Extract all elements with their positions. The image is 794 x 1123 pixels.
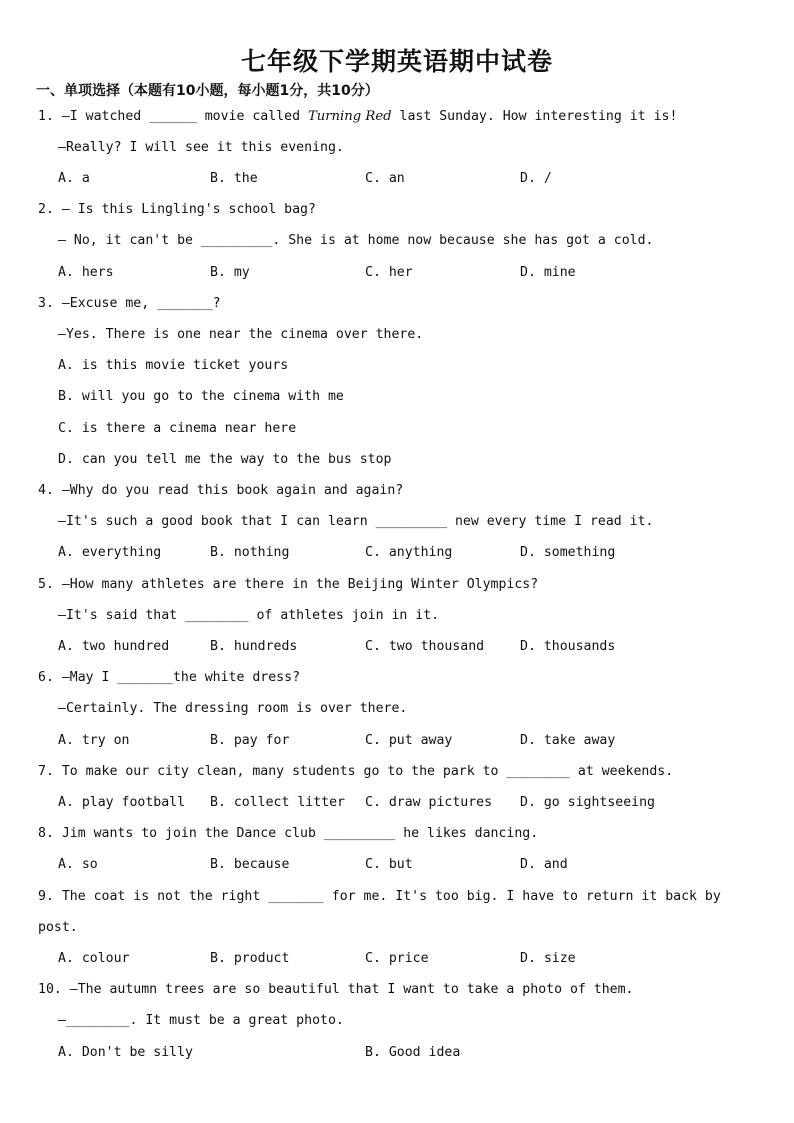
question-1-option-b[interactable]: B. the (210, 171, 258, 186)
question-1-option-d[interactable]: D. / (520, 171, 552, 186)
question-7-option-a[interactable]: A. play football (58, 795, 186, 810)
question-5-option-d[interactable]: D. thousands (520, 639, 616, 654)
question-6-option-d[interactable]: D. take away (520, 733, 616, 748)
question-1-stem-part1: 1. —I watched ______ movie called (38, 109, 308, 124)
question-6-option-c[interactable]: C. put away (365, 733, 453, 748)
section-heading: 一、单项选择（本题有10小题，每小题1分，共10分） (36, 83, 379, 99)
question-3-option-c[interactable]: C. is there a cinema near here (58, 421, 297, 436)
question-7-option-b[interactable]: B. collect litter (210, 795, 345, 810)
question-6-reply: —Certainly. The dressing room is over there. (58, 701, 408, 716)
question-4-option-c[interactable]: C. anything (365, 545, 453, 560)
question-3-reply: —Yes. There is one near the cinema over there. (58, 327, 424, 342)
question-8-option-a[interactable]: A. so (58, 857, 98, 872)
question-4-option-b[interactable]: B. nothing (210, 545, 290, 560)
question-1-stem-part2: last Sunday. How interesting it is! (391, 109, 678, 124)
question-1-stem (38, 108, 677, 126)
question-10-option-a[interactable]: A. Don't be silly (58, 1045, 193, 1060)
question-3-option-b[interactable]: B. will you go to the cinema with me (58, 389, 344, 404)
question-7-option-d[interactable]: D. go sightseeing (520, 795, 655, 810)
question-3-option-d[interactable]: D. can you tell me the way to the bus stop (58, 452, 392, 467)
question-4-option-d[interactable]: D. something (520, 545, 616, 560)
question-6-option-b[interactable]: B. pay for (210, 733, 290, 748)
question-10-reply: —________. It must be a great photo. (58, 1013, 344, 1028)
question-5-option-b[interactable]: B. hundreds (210, 639, 298, 654)
question-8-option-c[interactable]: C. but (365, 857, 413, 872)
question-5-option-c[interactable]: C. two thousand (365, 639, 485, 654)
question-5-reply: —It's said that ________ of athletes join in it. (58, 608, 440, 623)
question-2-reply: — No, it can't be _________. She is at home now because she has got a cold. (58, 233, 654, 248)
question-2-option-a[interactable]: A. hers (58, 265, 114, 280)
question-6-stem: 6. —May I _______the white dress? (38, 670, 301, 685)
question-10-option-b[interactable]: B. Good idea (365, 1045, 461, 1060)
question-7-option-c[interactable]: C. draw pictures (365, 795, 493, 810)
question-9-option-d[interactable]: D. size (520, 951, 576, 966)
page-title: 七年级下学期英语期中试卷 (240, 47, 553, 76)
question-5-stem: 5. —How many athletes are there in the Beijing Winter Olympics? (38, 577, 539, 592)
question-1-movie-title: Turning Red (307, 109, 392, 124)
question-4-reply: —It's such a good book that I can learn _________ new every time I read it. (58, 514, 654, 529)
question-2-option-c[interactable]: C. her (365, 265, 413, 280)
question-1-option-a[interactable]: A. a (58, 171, 90, 186)
question-10-stem: 10. —The autumn trees are so beautiful that I want to take a photo of them. (38, 982, 634, 997)
question-2-stem: 2. — Is this Lingling's school bag? (38, 202, 316, 217)
question-9-option-b[interactable]: B. product (210, 951, 290, 966)
question-4-stem: 4. —Why do you read this book again and again? (38, 483, 404, 498)
question-8-stem: 8. Jim wants to join the Dance club _________ he likes dancing. (38, 826, 539, 841)
question-9-stem-continued: post. (38, 920, 78, 935)
question-9-option-a[interactable]: A. colour (58, 951, 130, 966)
question-1-reply: —Really? I will see it this evening. (58, 140, 344, 155)
question-9-option-c[interactable]: C. price (365, 951, 429, 966)
question-4-option-a[interactable]: A. everything (58, 545, 162, 560)
question-5-option-a[interactable]: A. two hundred (58, 639, 170, 654)
question-1-option-c[interactable]: C. an (365, 171, 405, 186)
question-2-option-b[interactable]: B. my (210, 265, 250, 280)
question-7-stem: 7. To make our city clean, many students go to the park to ________ at weekends. (38, 764, 674, 779)
question-8-option-d[interactable]: D. and (520, 857, 568, 872)
question-6-option-a[interactable]: A. try on (58, 733, 130, 748)
question-3-stem: 3. —Excuse me, _______? (38, 296, 221, 311)
question-9-stem: 9. The coat is not the right _______ for me. It's too big. I have to return it back by (38, 889, 721, 904)
question-3-option-a[interactable]: A. is this movie ticket yours (58, 358, 289, 373)
question-8-option-b[interactable]: B. because (210, 857, 290, 872)
question-2-option-d[interactable]: D. mine (520, 265, 576, 280)
